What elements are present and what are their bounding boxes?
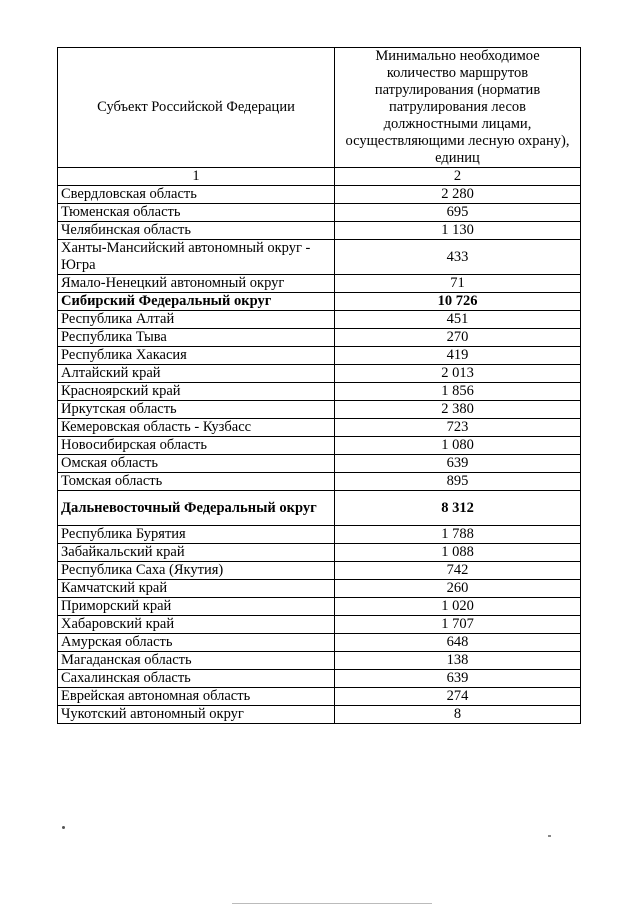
table-row bbox=[58, 222, 581, 240]
table-row bbox=[58, 365, 581, 383]
route-count: 1 088 bbox=[335, 544, 581, 562]
table-row bbox=[58, 186, 581, 204]
route-count: 1 080 bbox=[335, 437, 581, 455]
table-row bbox=[58, 616, 581, 634]
table-row bbox=[58, 562, 581, 580]
table-row bbox=[58, 401, 581, 419]
subject-name: Новосибирская область bbox=[58, 437, 335, 455]
route-count: 742 bbox=[335, 562, 581, 580]
subject-name: Кемеровская область - Кузбасс bbox=[58, 419, 335, 437]
subject-name: Республика Алтай bbox=[58, 311, 335, 329]
subject-name: Ямало-Ненецкий автономный округ bbox=[58, 275, 335, 293]
header-routes-line: осуществляющими лесную охрану), bbox=[345, 133, 570, 149]
route-count: 695 bbox=[335, 204, 581, 222]
table-row bbox=[58, 580, 581, 598]
table-row bbox=[58, 419, 581, 437]
route-count: 1 788 bbox=[335, 526, 581, 544]
header-routes bbox=[335, 48, 581, 168]
header-subject: Субъект Российской Федерации bbox=[58, 48, 335, 168]
table-header-row bbox=[58, 48, 581, 168]
header-routes-line: должностными лицами, bbox=[383, 116, 532, 132]
route-count: 270 bbox=[335, 329, 581, 347]
route-count: 648 bbox=[335, 634, 581, 652]
route-count: 451 bbox=[335, 311, 581, 329]
route-count: 639 bbox=[335, 455, 581, 473]
table-row bbox=[58, 383, 581, 401]
subject-name: Республика Саха (Якутия) bbox=[58, 562, 335, 580]
subject-name: Республика Хакасия bbox=[58, 347, 335, 365]
table-row bbox=[58, 688, 581, 706]
route-count: 274 bbox=[335, 688, 581, 706]
subject-name: Алтайский край bbox=[58, 365, 335, 383]
route-count: 8 bbox=[335, 706, 581, 724]
table-row bbox=[58, 670, 581, 688]
table-row bbox=[58, 240, 581, 275]
table-row bbox=[58, 437, 581, 455]
route-count: 419 bbox=[335, 347, 581, 365]
route-count: 2 013 bbox=[335, 365, 581, 383]
table-row bbox=[58, 526, 581, 544]
route-count: 723 bbox=[335, 419, 581, 437]
subject-name: Забайкальский край bbox=[58, 544, 335, 562]
route-count: 433 bbox=[335, 240, 581, 275]
table-row bbox=[58, 204, 581, 222]
table-row-district bbox=[58, 293, 581, 311]
header-routes-line: Минимально необходимое bbox=[375, 48, 540, 64]
table-row bbox=[58, 347, 581, 365]
subject-name: Амурская область bbox=[58, 634, 335, 652]
route-count: 895 bbox=[335, 473, 581, 491]
forest-patrol-table bbox=[57, 47, 581, 724]
route-count: 260 bbox=[335, 580, 581, 598]
table-row bbox=[58, 706, 581, 724]
subject-name: Омская область bbox=[58, 455, 335, 473]
subject-name: Сахалинская область bbox=[58, 670, 335, 688]
subject-name: Тюменская область bbox=[58, 204, 335, 222]
table-row bbox=[58, 634, 581, 652]
table-row bbox=[58, 311, 581, 329]
scan-edge-line bbox=[232, 903, 432, 904]
district-total: 10 726 bbox=[335, 293, 581, 311]
subject-name: Хабаровский край bbox=[58, 616, 335, 634]
route-count: 2 380 bbox=[335, 401, 581, 419]
district-name: Дальневосточный Федеральный округ bbox=[58, 491, 335, 526]
subject-name: Томская область bbox=[58, 473, 335, 491]
route-count: 639 bbox=[335, 670, 581, 688]
table-row bbox=[58, 598, 581, 616]
district-total: 8 312 bbox=[335, 491, 581, 526]
table-row bbox=[58, 544, 581, 562]
subject-name: Приморский край bbox=[58, 598, 335, 616]
subject-name: Красноярский край bbox=[58, 383, 335, 401]
table-row bbox=[58, 275, 581, 293]
table-row bbox=[58, 652, 581, 670]
subject-name: Челябинская область bbox=[58, 222, 335, 240]
route-count: 1 707 bbox=[335, 616, 581, 634]
route-count: 71 bbox=[335, 275, 581, 293]
column-number-row bbox=[58, 168, 581, 186]
header-routes-line: патрулирования (норматив bbox=[374, 82, 541, 98]
subject-name: Камчатский край bbox=[58, 580, 335, 598]
table-row-district bbox=[58, 491, 581, 526]
route-count: 2 280 bbox=[335, 186, 581, 204]
table-row bbox=[58, 329, 581, 347]
header-routes-line: единиц bbox=[435, 150, 480, 166]
route-count: 1 130 bbox=[335, 222, 581, 240]
subject-name: Иркутская область bbox=[58, 401, 335, 419]
table-row bbox=[58, 455, 581, 473]
route-count: 1 020 bbox=[335, 598, 581, 616]
column-number: 2 bbox=[335, 168, 581, 186]
route-count: 1 856 bbox=[335, 383, 581, 401]
district-name: Сибирский Федеральный округ bbox=[58, 293, 335, 311]
route-count: 138 bbox=[335, 652, 581, 670]
subject-name: Свердловская область bbox=[58, 186, 335, 204]
subject-name: Ханты-Мансийский автономный округ - Югра bbox=[58, 240, 335, 275]
header-routes-line: количество маршрутов bbox=[386, 65, 529, 81]
subject-name: Республика Тыва bbox=[58, 329, 335, 347]
subject-name: Чукотский автономный округ bbox=[58, 706, 335, 724]
subject-name: Республика Бурятия bbox=[58, 526, 335, 544]
column-number: 1 bbox=[58, 168, 335, 186]
subject-name: Магаданская область bbox=[58, 652, 335, 670]
scan-speck bbox=[62, 826, 65, 829]
table-row bbox=[58, 473, 581, 491]
header-routes-line: патрулирования лесов bbox=[389, 99, 526, 115]
scan-speck bbox=[548, 835, 551, 837]
subject-name: Еврейская автономная область bbox=[58, 688, 335, 706]
